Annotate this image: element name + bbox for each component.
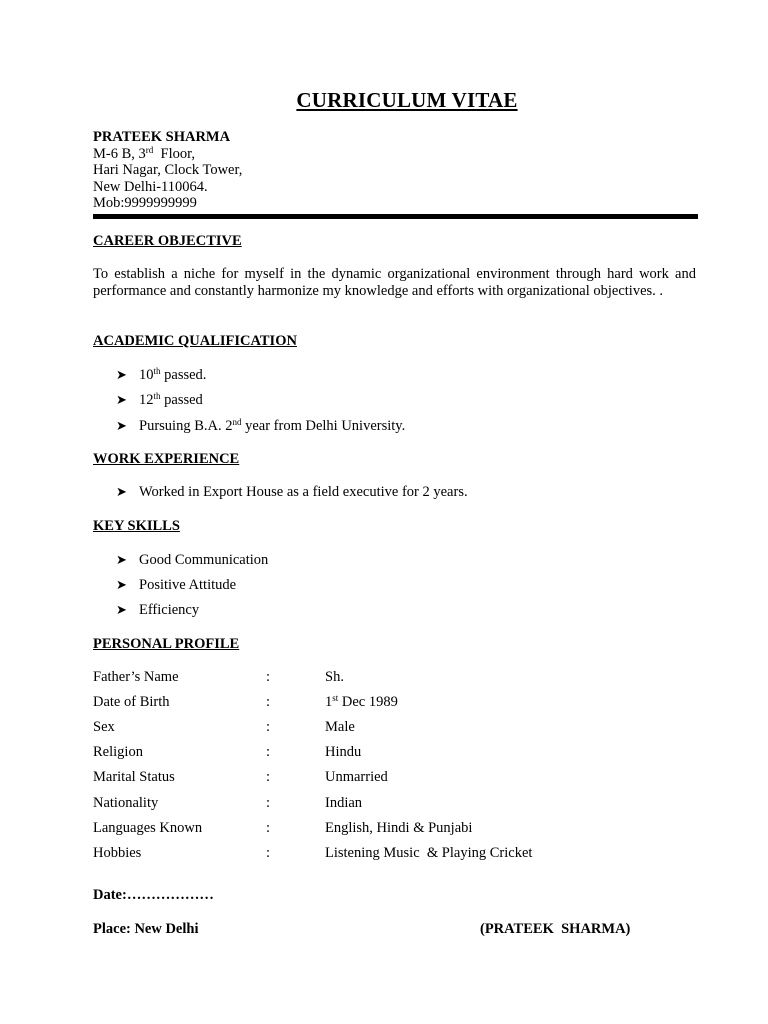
header-divider [93, 214, 698, 219]
profile-separator: : [266, 669, 271, 685]
academic-item [116, 392, 203, 409]
profile-row [93, 795, 713, 813]
profile-separator: : [266, 844, 271, 861]
profile-label: Sex [93, 719, 115, 736]
academic-item-sup: th [153, 391, 161, 401]
profile-row [93, 820, 713, 838]
academic-item [116, 367, 206, 384]
profile-separator: : [266, 794, 271, 811]
profile-value [325, 694, 398, 711]
arrowhead-bullet-icon: ➤ [116, 485, 127, 500]
academic-item-text: 12 [139, 392, 154, 408]
arrowhead-bullet-icon: ➤ [116, 553, 127, 568]
profile-separator: : [266, 819, 271, 836]
profile-value: Hindu [325, 744, 362, 761]
academic-item-suffix: year from Delhi University. [241, 418, 406, 434]
key-skill-item-text: Efficiency [139, 602, 200, 618]
profile-row [93, 744, 713, 762]
profile-value: Male [325, 719, 355, 736]
arrowhead-bullet-icon: ➤ [116, 368, 127, 383]
profile-separator: : [266, 744, 271, 761]
personal-profile-heading: PERSONAL PROFILE [93, 636, 240, 652]
key-skills-heading: KEY SKILLS [93, 518, 180, 534]
candidate-name: PRATEEK SHARMA [93, 129, 231, 145]
key-skill-item [116, 602, 199, 619]
address-line-1-sup: rd [145, 144, 154, 155]
career-objective-text: To establish a niche for myself in the dynamic organizational environment through hard work and performance and constantly harmonize my knowledge and efforts with organizational objectives. . [93, 266, 696, 299]
address-line-2: Hari Nagar, Clock Tower, [93, 162, 243, 179]
key-skill-item [116, 552, 268, 569]
profile-label: Religion [93, 744, 143, 761]
profile-row [93, 694, 713, 712]
profile-label: Marital Status [93, 769, 175, 786]
profile-separator: : [266, 694, 271, 711]
academic-item-suffix: passed. [160, 367, 207, 383]
place-line: Place: New Delhi [93, 921, 199, 937]
profile-row [93, 769, 713, 787]
profile-value-suffix: Dec 1989 [338, 694, 398, 711]
profile-separator: : [266, 769, 271, 786]
profile-label: Date of Birth [93, 694, 170, 711]
academic-item-suffix: passed [160, 392, 203, 408]
profile-label: Hobbies [93, 844, 142, 861]
address-line-3: New Delhi-110064. [93, 178, 208, 195]
key-skill-item-text: Positive Attitude [139, 577, 237, 593]
document-title: CURRICULUM VITAE [296, 88, 518, 112]
work-experience-heading: WORK EXPERIENCE [93, 451, 240, 467]
profile-row [93, 719, 713, 737]
key-skill-item-text: Good Communication [139, 552, 269, 568]
academic-item-text: 10 [139, 367, 154, 383]
address-line-1 [93, 146, 242, 163]
profile-row [93, 845, 713, 863]
arrowhead-bullet-icon: ➤ [116, 603, 127, 618]
profile-value-text: 1 [325, 694, 333, 711]
work-experience-item [116, 484, 468, 501]
profile-label: Languages Known [93, 819, 203, 836]
academic-item-sup: nd [232, 417, 242, 427]
arrowhead-bullet-icon: ➤ [116, 393, 127, 408]
career-objective-heading: CAREER OBJECTIVE [93, 233, 242, 249]
profile-row [93, 669, 713, 687]
profile-value: Unmarried [325, 769, 388, 786]
academic-item-text: Pursuing B.A. 2 [139, 418, 233, 434]
profile-separator: : [266, 719, 271, 736]
arrowhead-bullet-icon: ➤ [116, 419, 127, 434]
profile-label: Nationality [93, 794, 159, 811]
address-line-1-text: M-6 B, 3 [93, 145, 146, 162]
academic-heading: ACADEMIC QUALIFICATION [93, 333, 297, 349]
profile-value: Indian [325, 794, 363, 811]
profile-value: English, Hindi & Punjabi [325, 819, 473, 836]
signature-name: (PRATEEK SHARMA) [480, 921, 631, 937]
arrowhead-bullet-icon: ➤ [116, 578, 127, 593]
profile-value-sup: st [332, 693, 339, 704]
date-line: Date:……………… [93, 887, 214, 903]
mobile-number: Mob:9999999999 [93, 195, 197, 212]
address-line-1-suffix: Floor, [153, 145, 195, 162]
key-skill-item [116, 577, 236, 594]
profile-label: Father’s Name [93, 669, 179, 685]
academic-item [116, 418, 405, 435]
profile-value: Listening Music & Playing Cricket [325, 844, 533, 861]
work-experience-item-text: Worked in Export House as a field executive for 2 years. [139, 484, 468, 500]
profile-value: Sh. [325, 669, 344, 685]
contact-block [93, 129, 242, 212]
academic-item-sup: th [153, 366, 161, 376]
